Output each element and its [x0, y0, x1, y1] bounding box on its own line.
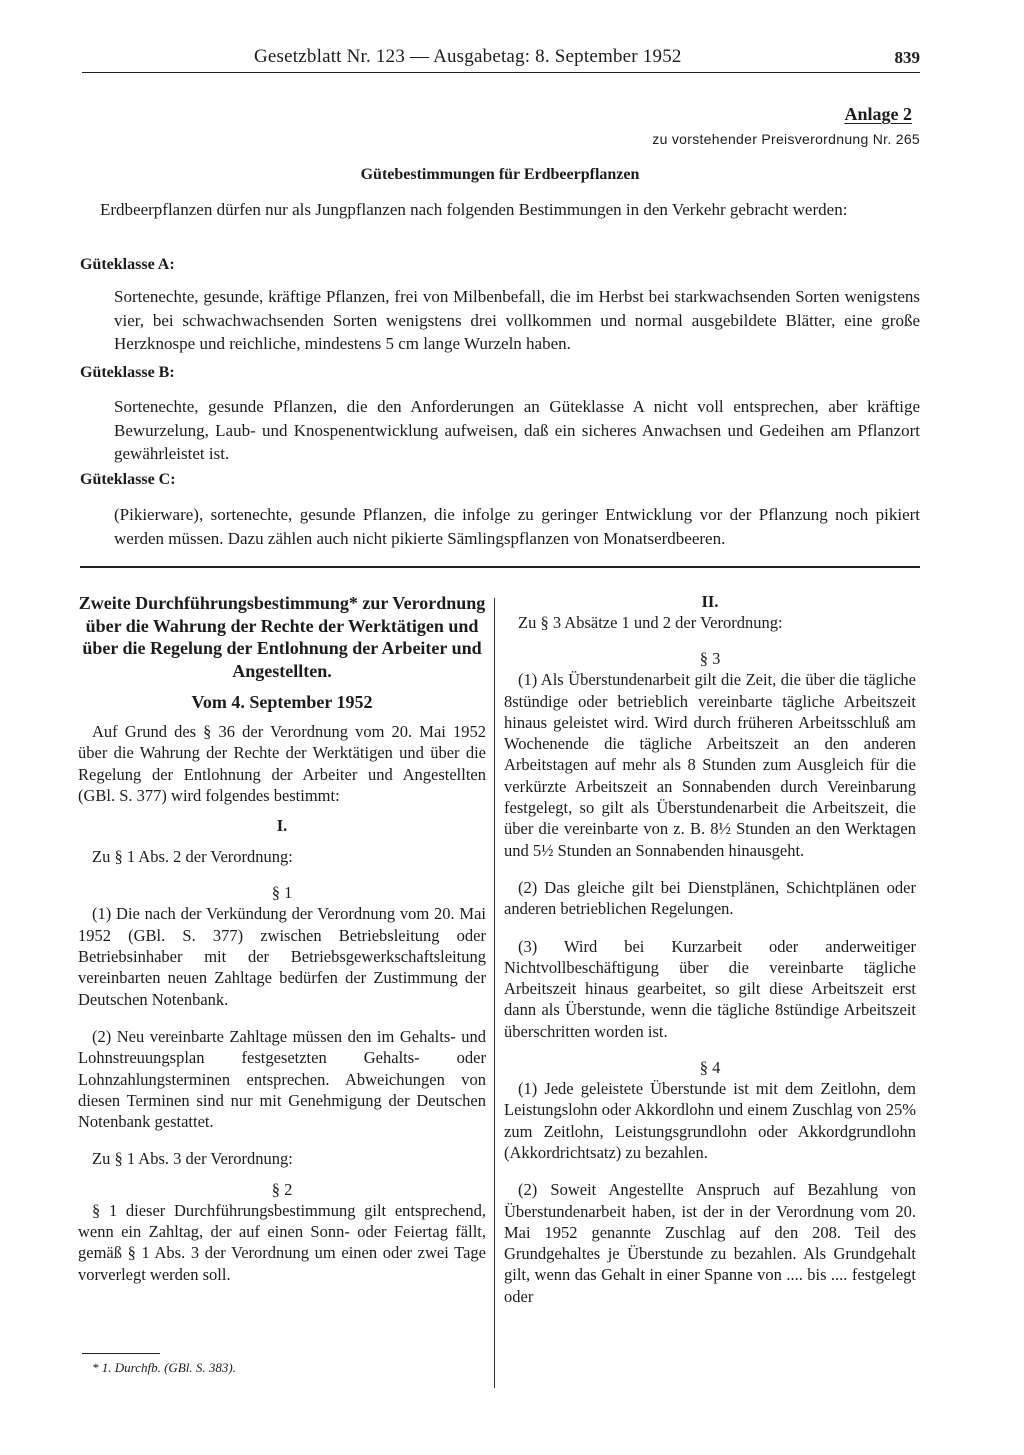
column-divider	[494, 598, 495, 1388]
class-a-body: Sortenechte, gesunde, kräftige Pflanzen, frei von Milbenbefall, die im Herbst bei starkwachsenden Sorten wenigstens vier, bei schwachwachsenden Sorten wenigstens drei vollkommen und normal ausgebildete Blätter, eine große Herzknospe und reichliche, mindestens 5 cm lange Wurzeln haben.	[114, 287, 920, 353]
section-4-heading: § 4	[699, 1058, 721, 1078]
page-number: 839	[894, 48, 920, 67]
preamble: Auf Grund des § 36 der Verordnung vom 20. Mai 1952 über die Wahrung der Rechte der Werktätigen und über die Regelung der Entlohnung der Arbeiter und Angestellten (GBl. S. 377) wird folgendes bestimmt:	[78, 722, 486, 805]
section-divider	[80, 566, 920, 568]
anlage-title: Anlage 2	[844, 104, 912, 124]
footnote-rule	[82, 1353, 160, 1354]
left-column	[78, 592, 486, 1285]
section-3-heading: § 3	[699, 649, 721, 669]
section-1-paragraph-2: (2) Neu vereinbarte Zahltage müssen den im Gehalts- und Lohnstreuungsplan festgesetzten Gehalts- oder Lohnzahlungsterminen entsprechen. Abweichungen von diesen Terminen sind nur mit Genehmigung der Deutschen Notenbank gestattet.	[78, 1026, 486, 1132]
section-3-paragraph-2: (2) Das gleiche gilt bei Dienstplänen, Schichtplänen oder anderen betrieblichen Regelungen.	[504, 877, 916, 919]
guete-intro: Erdbeerpflanzen dürfen nur als Jungpflanzen nach folgenden Bestimmungen in den Verkehr gebracht werden:	[100, 200, 848, 219]
reference-2: Zu § 1 Abs. 3 der Verordnung:	[92, 1149, 293, 1169]
section-2-heading: § 2	[271, 1179, 293, 1199]
roman-heading-1: I.	[276, 816, 288, 836]
section-4-paragraph-1: (1) Jede geleistete Überstunde ist mit dem Zeitlohn, dem Leistungslohn oder Akkordlohn und einem Zuschlag von 25% zum Zeitlohn, Leistungsgrundlohn oder Akkordgrundlohn (Akkordrichtsatz) zu bezahlen.	[504, 1079, 916, 1162]
reference-1: Zu § 1 Abs. 2 der Verordnung:	[92, 847, 293, 867]
reference-3: Zu § 3 Absätze 1 und 2 der Verordnung:	[518, 613, 783, 632]
section-1-paragraph-1: (1) Die nach der Verkündung der Verordnung vom 20. Mai 1952 (GBl. S. 377) zwischen Betriebsleitung oder Betriebsinhaber mit der Betriebsgewerkschaftsleitung vereinbarten neuen Zahltage bedürfen der Zustimmung der Deutschen Notenbank.	[78, 904, 486, 1009]
page-header	[82, 44, 920, 73]
guete-title: Gütebestimmungen für Erdbeerpflanzen	[360, 166, 640, 183]
class-c-body: (Pikierware), sortenechte, gesunde Pflanzen, die infolge zu geringer Entwicklung vor der Pflanzung noch pikiert werden müssen. Dazu zählen auch nicht pikierte Sämlingspflanzen von Monatserdbeeren.	[114, 505, 920, 548]
section-4-paragraph-2: (2) Soweit Angestellte Anspruch auf Bezahlung von Überstundenarbeit haben, ist der in der Verordnung vom 20. Mai 1952 genannte Zuschlag auf den 208. Teil des Grundgehaltes je Überstunde zu bezahlen. Als Grundgehalt gilt, wenn das Gehalt in einer Spanne von .... bis .... festgelegt oder	[504, 1180, 916, 1306]
regulation-date: Vom 4. September 1952	[191, 692, 373, 712]
header-title: Gesetzblatt Nr. 123 — Ausgabetag: 8. September 1952	[254, 46, 682, 67]
section-1-heading: § 1	[271, 883, 293, 903]
class-c-heading: Güteklasse C:	[80, 471, 176, 488]
class-b-heading: Güteklasse B:	[80, 364, 175, 381]
anlage-subtitle: zu vorstehender Preisverordnung Nr. 265	[652, 131, 920, 147]
class-b-body: Sortenechte, gesunde Pflanzen, die den Anforderungen an Güteklasse A nicht voll entsprechen, aber kräftige Bewurzelung, Laub- und Knospenentwicklung aufweisen, daß ein sicheres Anwachsen und Gedeihen am Pflanzort gewährleistet ist.	[114, 397, 920, 463]
right-column	[504, 592, 916, 1307]
roman-heading-2: II.	[701, 592, 719, 611]
footnote: * 1. Durchfb. (GBl. S. 383).	[92, 1360, 236, 1375]
section-3-paragraph-3: (3) Wird bei Kurzarbeit oder anderweitiger Nichtvollbeschäftigung über die vereinbarte tägliche Arbeitszeit hinaus gearbeitet, so gilt diese Arbeitszeit erst dann als Überstunde, wenn die tägliche 8stündige Arbeitszeit überschritten worden ist.	[504, 936, 916, 1041]
regulation-title: Zweite Durchführungsbestimmung* zur Verordnung über die Wahrung der Rechte der Werktätigen und über die Regelung der Entlohnung der Arbeiter und Angestellten.	[78, 593, 486, 681]
section-3-paragraph-1: (1) Als Überstundenarbeit gilt die Zeit, die über die tägliche 8stündige oder betrieblich vereinbarte tägliche Arbeitszeit hinaus geleistet wird. Wird durch früheren Arbeitsschluß am Wochenende die tägliche Arbeitszeit an den anderen Arbeitstagen auf mehr als 8 Stunden zum Ausgleich für die verkürzte Arbeitszeit an Sonnabenden durch Vereinbarung festgelegt, so gilt als Überstundenarbeit die Arbeitszeit, die über die vereinbarte von z. B. 8½ Stunden an den Werktagen und 5½ Stunden an Sonnabenden hinausgeht.	[504, 670, 916, 860]
class-a-heading: Güteklasse A:	[80, 256, 175, 273]
section-2-paragraph-1: § 1 dieser Durchführungsbestimmung gilt entsprechend, wenn ein Zahltag, der auf einen Sonn- oder Feiertag fällt, gemäß § 1 Abs. 3 der Verordnung um einen oder zwei Tage vorverlegt werden soll.	[78, 1200, 486, 1284]
